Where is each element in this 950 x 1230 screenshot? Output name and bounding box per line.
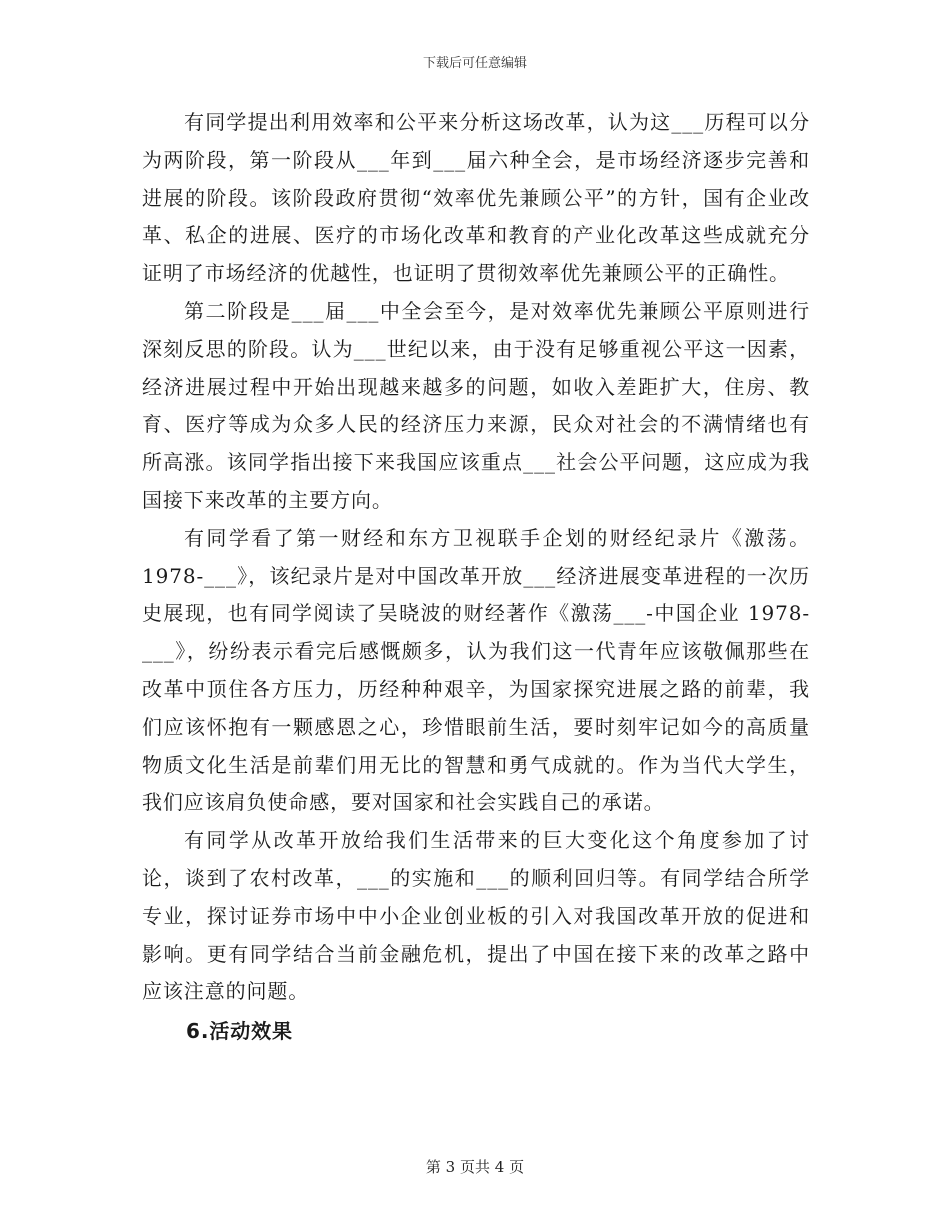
section-heading: 6.活动效果 — [186, 1019, 293, 1044]
paragraph-life-changes: 有同学从改革开放给我们生活带来的巨大变化这个角度参加了讨论，谈到了农村改革，___的实施和___的顺利回归等。有同学结合所学专业，探讨证券市场中中小企业创业板的引入对我国改革开放的促进和影响。更有同学结合当前金融危机，提出了中国在接下来的改革之路中应该注意的问题。 — [142, 828, 810, 1004]
page-footer: 第 3 页共 4 页 — [425, 1158, 525, 1176]
document-body — [142, 104, 810, 1051]
paragraph-efficiency-fairness: 有同学提出利用效率和公平来分析这场改革，认为这___历程可以分为两阶段，第一阶段从___年到___届六种全会，是市场经济逐步完善和进展的阶段。该阶段政府贯彻“效率优先兼顾公平”的方针，国有企业改革、私企的进展、医疗的市场化改革和教育的产业化改革这些成就充分证明了市场经济的优越性，也证明了贯彻效率优先兼顾公平的正确性。 — [142, 110, 810, 286]
paragraph-second-stage: 第二阶段是___届___中全会至今，是对效率优先兼顾公平原则进行深刻反思的阶段。认为___世纪以来，由于没有足够重视公平这一因素，经济进展过程中开始出现越来越多的问题，如收入差距扩大，住房、教育、医疗等成为众多人民的经济压力来源，民众对社会的不满情绪也有所高涨。该同学指出接下来我国应该重点___社会公平问题，这应成为我国接下来改革的主要方向。 — [142, 298, 810, 512]
paragraph-documentary: 有同学看了第一财经和东方卫视联手企划的财经纪录片《激荡。1978-___》，该纪录片是对中国改革开放___经济进展变革进程的一次历史展现，也有同学阅读了吴晓波的财经著作《激荡___-中国企业 1978-___》，纷纷表示看完后感慨颇多，认为我们这一代青年应该敬佩那些在改革中顶住各方压力，历经种种艰辛，为国家探究进展之路的前辈，我们应该怀抱有一颗感恩之心，珍惜眼前生活，要时刻牢记如今的高质量物质文化生活是前辈们用无比的智慧和勇气成就的。作为当代大学生，我们应该肩负使命感，要对国家和社会实践自己的承诺。 — [142, 525, 810, 815]
page-header: 下载后可任意编辑 — [422, 56, 527, 71]
